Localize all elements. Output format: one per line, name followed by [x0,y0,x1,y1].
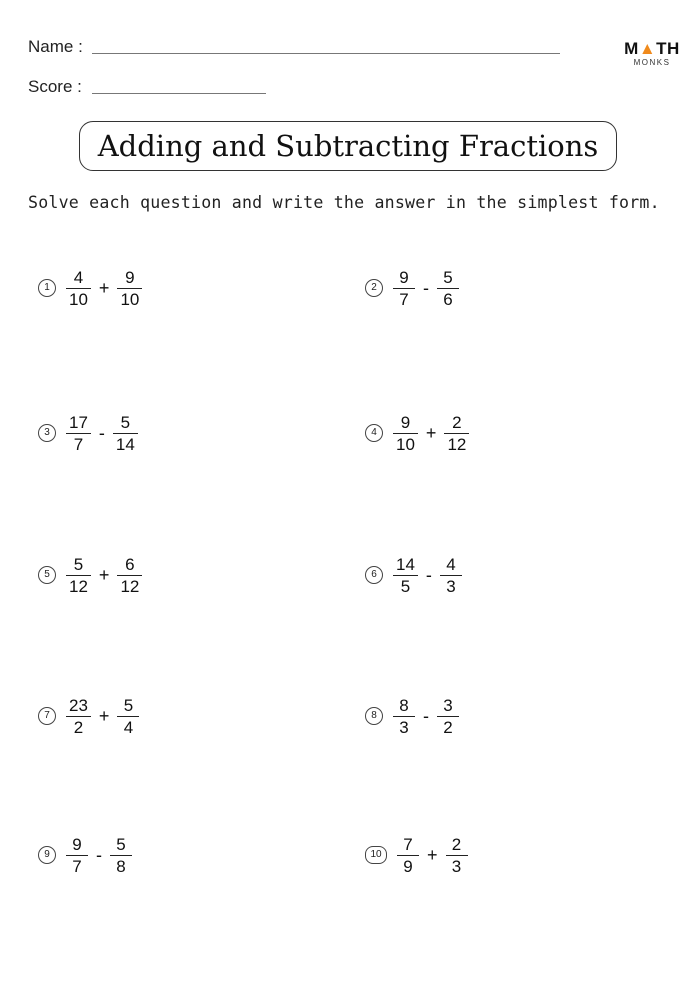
problem-number-badge: 4 [365,424,383,442]
fraction-bar [66,855,88,856]
fraction-b [444,413,469,454]
numerator: 6 [125,554,135,574]
fraction-bar [113,433,138,434]
name-field[interactable] [92,53,560,54]
denominator: 9 [403,856,413,876]
problem-8 [365,693,459,739]
fraction-bar [393,433,418,434]
fraction-bar [446,855,468,856]
fraction-b [113,413,138,454]
problem-number-badge: 10 [365,846,387,864]
problem-9 [38,832,132,878]
denominator: 5 [400,576,411,596]
fraction-bar [117,575,142,576]
fraction-bar [397,855,419,856]
fraction-bar [66,716,91,717]
denominator: 10 [396,434,415,454]
fraction-bar [393,288,415,289]
operator: + [98,277,110,298]
problem-3 [38,410,138,456]
problem-7 [38,693,139,739]
title-box [79,121,617,171]
fraction-a [66,555,91,596]
problem-number-badge: 6 [365,566,383,584]
fraction-b [437,696,459,737]
fraction-bar [66,575,91,576]
numerator: 5 [116,834,126,854]
numerator: 4 [73,267,84,287]
numerator: 7 [403,834,413,854]
fraction-a [66,835,88,876]
fraction-b [437,268,459,309]
problem-number-badge: 9 [38,846,56,864]
problem-6 [365,552,462,598]
operator: + [427,844,438,865]
numerator: 5 [120,412,131,432]
operator: + [98,564,110,585]
denominator: 10 [120,289,140,309]
operator: + [98,705,110,726]
fraction-bar [393,716,415,717]
numerator: 8 [399,695,409,715]
fraction-a [393,413,418,454]
numerator: 4 [446,554,456,574]
denominator: 7 [73,434,84,454]
denominator: 3 [446,576,456,596]
denominator: 12 [120,576,140,596]
fraction-bar [444,433,469,434]
denominator: 8 [116,856,126,876]
fraction-bar [66,288,91,289]
operator: - [425,564,432,585]
numerator: 2 [452,412,462,432]
numerator: 5 [73,554,84,574]
operator: - [423,705,429,726]
score-field[interactable] [92,93,266,94]
fraction-a [393,696,415,737]
fraction-b [110,835,132,876]
fraction-b [117,555,142,596]
fraction-bar [117,288,142,289]
logo-triangle-icon: ▲ [638,39,657,58]
denominator: 6 [443,289,453,309]
fraction-b [117,696,139,737]
fraction-bar [117,716,139,717]
logo-letters-th: TH [656,39,680,58]
problem-5 [38,552,142,598]
worksheet-title: Adding and Subtracting Fractions [97,129,599,163]
numerator: 3 [443,695,453,715]
fraction-b [446,835,468,876]
fraction-a [393,555,418,596]
numerator: 5 [443,267,453,287]
fraction-a [66,268,91,309]
numerator: 9 [399,267,409,287]
fraction-a [397,835,419,876]
operator: + [425,422,437,443]
numerator: 9 [125,267,135,287]
problem-number-badge: 2 [365,279,383,297]
fraction-a [393,268,415,309]
fraction-a [66,696,91,737]
operator: - [96,844,102,865]
operator: - [98,422,105,443]
fraction-bar [66,433,91,434]
denominator: 3 [399,717,409,737]
numerator: 17 [69,412,88,432]
logo-letter-m: M [624,39,639,58]
fraction-b [117,268,142,309]
math-monks-logo [622,40,682,68]
numerator: 9 [400,412,411,432]
fraction-b [440,555,462,596]
instructions: Solve each question and write the answer in the simplest form. [28,193,660,212]
numerator: 5 [123,695,134,715]
score-label: Score : [28,77,82,96]
problem-1 [38,265,142,311]
denominator: 3 [451,856,462,876]
fraction-bar [110,855,132,856]
problem-number-badge: 8 [365,707,383,725]
denominator: 7 [399,289,409,309]
numerator: 23 [69,695,88,715]
denominator: 14 [115,434,135,454]
denominator: 4 [123,717,134,737]
denominator: 7 [72,856,82,876]
problem-10 [365,832,468,878]
logo-subtitle: MONKS [633,58,671,67]
problem-number-badge: 3 [38,424,56,442]
problem-4 [365,410,469,456]
fraction-bar [437,288,459,289]
logo-wordmark [622,40,682,58]
denominator: 2 [73,717,84,737]
denominator: 12 [447,434,467,454]
denominator: 12 [69,576,88,596]
problem-2 [365,265,459,311]
numerator: 9 [72,834,82,854]
denominator: 10 [69,289,88,309]
name-label: Name : [28,37,83,56]
fraction-bar [437,716,459,717]
problem-number-badge: 5 [38,566,56,584]
fraction-a [66,413,91,454]
denominator: 2 [443,717,453,737]
problem-number-badge: 7 [38,707,56,725]
fraction-bar [440,575,462,576]
problem-number-badge: 1 [38,279,56,297]
numerator: 14 [396,554,415,574]
operator: - [423,277,429,298]
fraction-bar [393,575,418,576]
numerator: 2 [451,834,462,854]
